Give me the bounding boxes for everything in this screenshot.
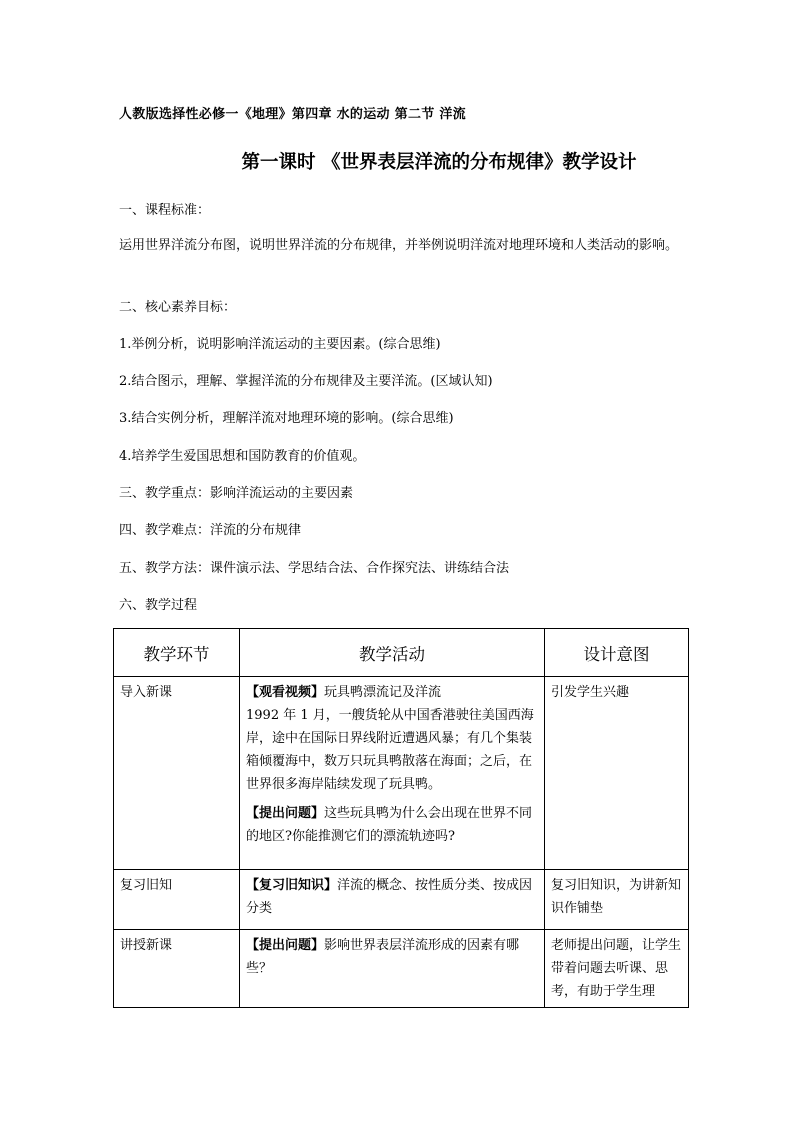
table-row — [114, 677, 689, 870]
activity-text: 这些玩具鸭为什么会出现在世界不同的地区?你能推测它们的漂流轨迹吗? — [246, 806, 533, 844]
teaching-methods: 五、教学方法：课件演示法、学思结合法、合作探究法、讲练结合法 — [119, 561, 510, 576]
key-point: 三、教学重点：影响洋流运动的主要因素 — [119, 486, 354, 501]
table-row — [114, 930, 689, 1008]
stage-cell: 复习旧知 — [114, 870, 240, 930]
goal-item-4: 4.培养学生爱国思想和国防教育的价值观。 — [119, 449, 366, 464]
header-intent: 设计意图 — [545, 629, 689, 677]
stage-cell: 讲授新课 — [114, 930, 240, 1008]
teaching-process-table — [113, 628, 689, 1008]
goal-item-2: 2.结合图示，理解、掌握洋流的分布规律及主要洋流。(区域认知) — [119, 374, 493, 389]
document-header: 人教版选择性必修一《地理》第四章 水的运动 第二节 洋流 — [119, 107, 466, 122]
table-row — [114, 870, 689, 930]
difficulty-point: 四、教学难点：洋流的分布规律 — [119, 523, 302, 538]
activity-tag: 【观看视频】 — [246, 685, 325, 700]
intent-cell: 引发学生兴趣 — [545, 677, 689, 870]
document-title: 第一课时 《世界表层洋流的分布规律》教学设计 — [241, 152, 637, 173]
activity-tag: 【复习旧知识】 — [246, 878, 338, 893]
standard-heading: 一、课程标准： — [119, 203, 211, 218]
activity-cell — [240, 930, 545, 1008]
stage-cell: 导入新课 — [114, 677, 240, 870]
activity-text: 洋流的概念、按性质分类、按成因分类 — [246, 878, 533, 916]
header-stage: 教学环节 — [114, 629, 240, 677]
header-activity: 教学活动 — [240, 629, 545, 677]
standard-text: 运用世界洋流分布图，说明世界洋流的分布规律，并举例说明洋流对地理环境和人类活动的影响。 — [119, 238, 679, 253]
intent-cell: 老师提出问题，让学生带着问题去听课、思考，有助于学生理 — [545, 930, 689, 1008]
process-heading: 六、教学过程 — [119, 598, 198, 613]
activity-tag: 【提出问题】 — [246, 806, 325, 821]
activity-text: 影响世界表层洋流形成的因素有哪些？ — [246, 938, 520, 976]
activity-text: 玩具鸭漂流记及洋流 — [324, 685, 442, 700]
activity-cell — [240, 870, 545, 930]
activity-story: 1992 年 1 月，一艘货轮从中国香港驶往美国西海岸，途中在国际日界线附近遭遇风暴；有几个集装箱倾覆海中，数万只玩具鸭散落在海面；之后，在世界很多海岸陆续发现了玩具鸭。 — [246, 708, 534, 792]
activity-cell — [240, 677, 545, 870]
table-header-row — [114, 629, 689, 677]
intent-cell: 复习旧知识，为讲新知识作铺垫 — [545, 870, 689, 930]
activity-tag: 【提出问题】 — [246, 938, 325, 953]
goal-item-1: 1.举例分析，说明影响洋流运动的主要因素。(综合思维) — [119, 337, 441, 352]
goal-item-3: 3.结合实例分析，理解洋流对地理环境的影响。(综合思维) — [119, 411, 454, 426]
literacy-heading: 二、核心素养目标： — [119, 300, 237, 315]
